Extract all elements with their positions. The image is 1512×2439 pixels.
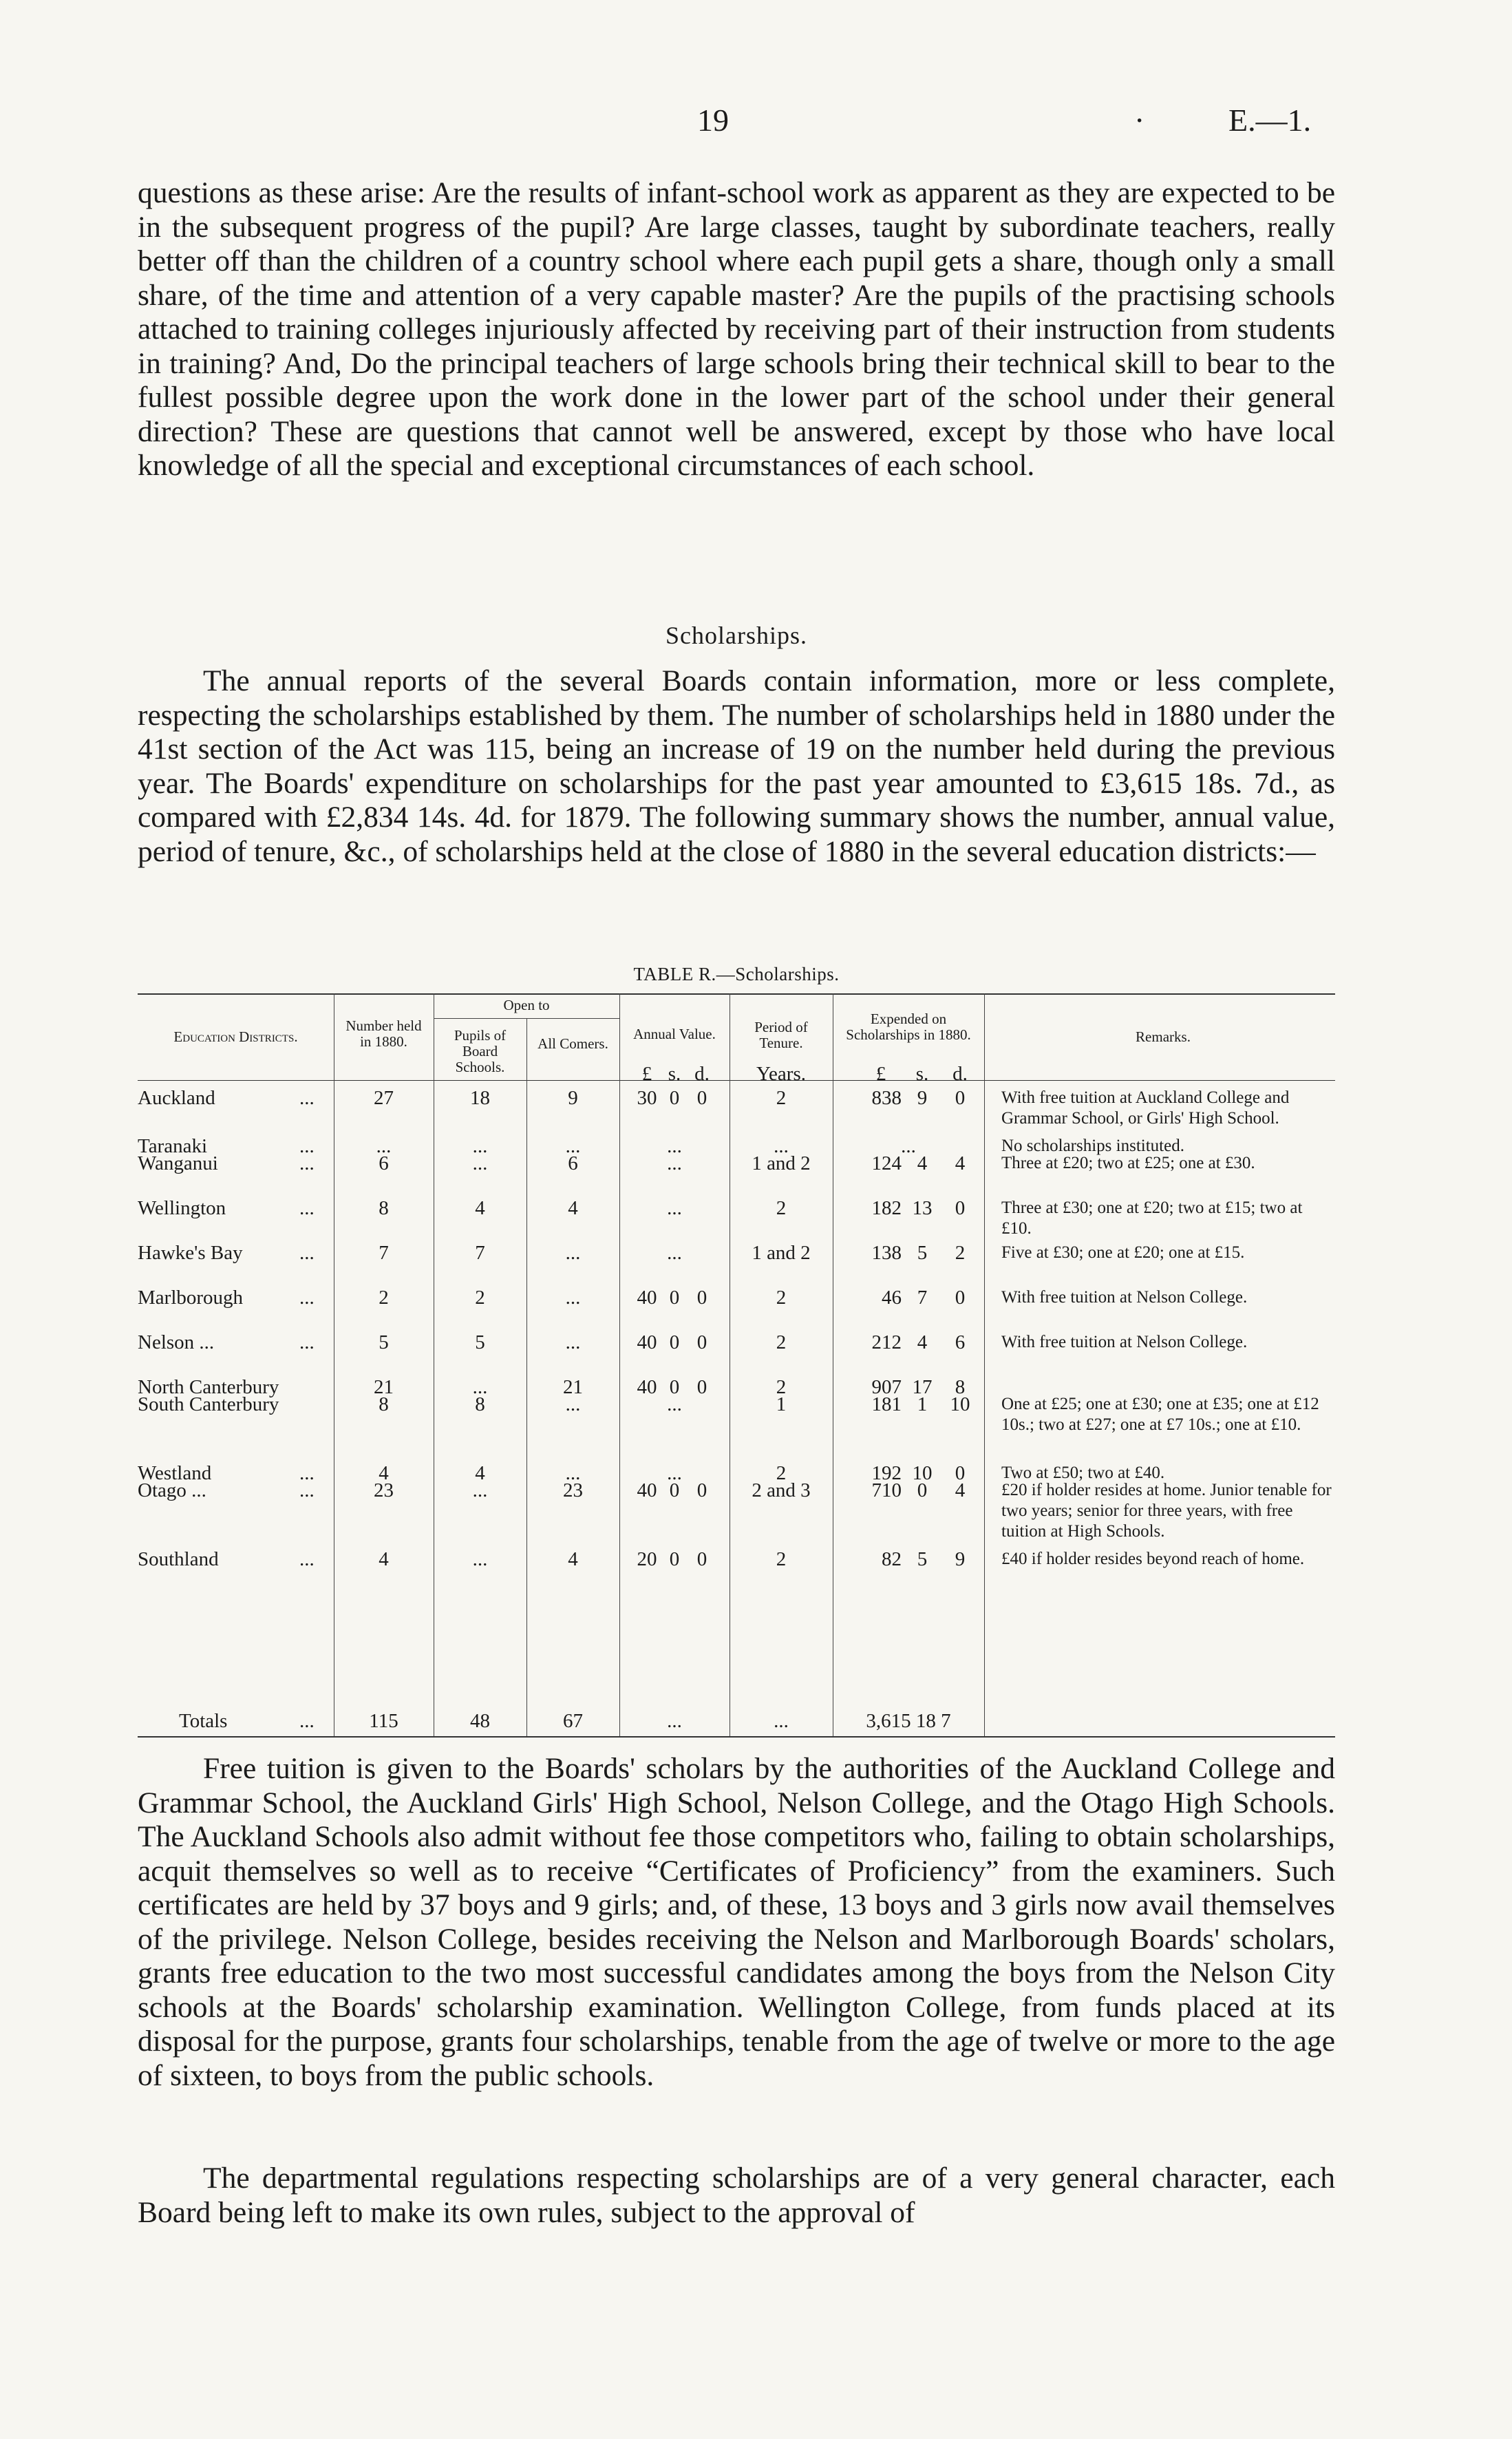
total-value: ... xyxy=(667,1710,682,1732)
annual-value-pence: 0 xyxy=(696,1331,707,1353)
open-to-all: ... xyxy=(565,1242,581,1264)
open-to-all: 21 xyxy=(563,1376,583,1398)
expended-pounds: 182 xyxy=(871,1197,902,1219)
expended-pounds: 907 xyxy=(871,1376,902,1398)
district-name: North Canterbury xyxy=(138,1376,279,1398)
open-to-all: ... xyxy=(565,1135,581,1157)
expended-pence: 6 xyxy=(955,1331,966,1353)
open-to-pupils: 18 xyxy=(470,1087,490,1109)
period-of-tenure: 2 xyxy=(776,1548,787,1570)
expended-shillings: 13 xyxy=(912,1197,933,1219)
remarks: No scholarships instituted. xyxy=(1001,1137,1184,1155)
period-of-tenure: 2 xyxy=(776,1287,787,1309)
period-of-tenure: 1 and 2 xyxy=(752,1242,811,1264)
column-divider xyxy=(619,993,620,1736)
annual-value-pounds: 40 xyxy=(637,1331,657,1353)
number-held: 4 xyxy=(379,1548,389,1570)
open-to-all: ... xyxy=(565,1462,581,1484)
annual-value: ... xyxy=(667,1197,682,1219)
expended-shillings: 0 xyxy=(917,1479,928,1501)
leader-dots: ... xyxy=(299,1331,315,1353)
number-held: 27 xyxy=(374,1087,394,1109)
total-period: ... xyxy=(774,1710,789,1732)
period-of-tenure: ... xyxy=(774,1135,789,1157)
header-pupils: Pupils of Board Schools. xyxy=(454,1027,507,1075)
remarks: Three at £30; one at £20; two at £15; two at £10. xyxy=(1001,1199,1303,1238)
remarks: Three at £20; two at £25; one at £30. xyxy=(1001,1154,1255,1172)
period-of-tenure: 2 xyxy=(776,1331,787,1353)
expended-shillings: 7 xyxy=(917,1287,928,1309)
remarks: With free tuition at Nelson College. xyxy=(1001,1288,1248,1307)
total-all: 67 xyxy=(563,1710,583,1732)
expended-shillings: 1 xyxy=(917,1393,928,1415)
number-held: 5 xyxy=(379,1331,389,1353)
open-to-pupils: ... xyxy=(472,1548,488,1570)
unit-shillings: s. xyxy=(668,1063,681,1085)
expended-shillings: 5 xyxy=(917,1548,928,1570)
open-to-pupils: ... xyxy=(472,1152,488,1174)
paragraph-regulations: The departmental regulations respecting scholarships are of a very general character, each Board being left to make its own rules, subject to the approval of xyxy=(138,2162,1335,2229)
district-name: Auckland xyxy=(138,1087,215,1109)
header-remarks: Remarks. xyxy=(1136,1028,1191,1045)
number-held: 7 xyxy=(379,1242,389,1264)
expended-pounds: 838 xyxy=(871,1087,902,1109)
remarks: £20 if holder resides at home. Junior tenable for two years; senior for three years, with free tuition at High Schools. xyxy=(1001,1481,1332,1541)
expended-pounds: 46 xyxy=(882,1287,902,1309)
expended-pounds: 82 xyxy=(882,1548,902,1570)
expended-shillings: 5 xyxy=(917,1242,928,1264)
open-to-all: 4 xyxy=(568,1548,578,1570)
district-name: Wellington xyxy=(138,1197,226,1219)
number-held: ... xyxy=(376,1135,392,1157)
expended-pence: 2 xyxy=(955,1242,966,1264)
totals-label: Totals xyxy=(179,1710,228,1732)
leader-dots: ... xyxy=(299,1710,315,1732)
open-to-all: ... xyxy=(565,1393,581,1415)
district-name: Otago ... xyxy=(138,1479,206,1501)
expended-shillings: 9 xyxy=(917,1087,928,1109)
district-name: South Canterbury xyxy=(138,1393,279,1415)
leader-dots: ... xyxy=(299,1152,315,1174)
annual-value-pounds: 20 xyxy=(637,1548,657,1570)
annual-value: ... xyxy=(667,1462,682,1484)
number-held: 8 xyxy=(379,1393,389,1415)
header-dot: · xyxy=(1134,103,1145,138)
expended-pounds: 124 xyxy=(871,1152,902,1174)
period-of-tenure: 2 and 3 xyxy=(752,1479,811,1501)
annual-value-pence: 0 xyxy=(696,1087,707,1109)
remarks: Two at £50; two at £40. xyxy=(1001,1464,1165,1482)
remarks: With free tuition at Nelson College. xyxy=(1001,1333,1248,1351)
leader-dots: ... xyxy=(299,1135,315,1157)
header-annual-value: Annual Value. xyxy=(633,1026,716,1042)
scholarships-table xyxy=(138,993,1335,1737)
expended-pence: 10 xyxy=(950,1393,970,1415)
table-title: TABLE R.—Scholarships. xyxy=(633,964,840,984)
open-to-pupils: ... xyxy=(472,1135,488,1157)
expended: ... xyxy=(901,1135,916,1157)
unit-pence: d. xyxy=(694,1063,710,1085)
paragraph-free-tuition: Free tuition is given to the Boards' scholars by the authorities of the Auckland College and Grammar School, the Auckland Girls' High School, Nelson College, and the Otago High Schools. The Auckland Schools also admit without fee those competitors who, failing to obtain scholarships, acquit themselves so well as to receive “Certificates of Proficiency” from the examiners. Such certificates are held by 37 boys and 9 girls; and, of these, 13 boys and 3 girls now avail themselves of the privilege. Nelson College, besides receiving the Nelson and Marlborough Boards' scholars, grants free education to the two most successful candidates among the boys from the Nelson City schools at the Boards' scholarship examination. Wellington College, from funds placed at its disposal for the purpose, grants four scholarships, tenable from the age of twelve or more to the age of sixteen, to boys from the public schools. xyxy=(138,1752,1335,2092)
district-name: Hawke's Bay xyxy=(138,1242,243,1264)
header-districts: Education Districts. xyxy=(173,1028,298,1045)
open-to-pupils: 8 xyxy=(475,1393,485,1415)
annual-value: ... xyxy=(667,1393,682,1415)
leader-dots: ... xyxy=(299,1242,315,1264)
expended-pence: 0 xyxy=(955,1287,966,1309)
annual-value-pence: 0 xyxy=(696,1287,707,1309)
number-held: 2 xyxy=(379,1287,389,1309)
header-open-to: Open to xyxy=(503,997,550,1013)
period-of-tenure: 2 xyxy=(776,1197,787,1219)
number-held: 8 xyxy=(379,1197,389,1219)
district-name: Marlborough xyxy=(138,1287,244,1309)
header-period: Period of Tenure. xyxy=(754,1019,808,1051)
remarks: One at £25; one at £30; one at £35; one at £12 10s.; two at £27; one at £7 10s.; one at £10. xyxy=(1001,1395,1319,1434)
expended-pence: 8 xyxy=(955,1376,966,1398)
annual-value-shillings: 0 xyxy=(669,1087,680,1109)
remarks: With free tuition at Auckland College and Grammar School, or Girls' High School. xyxy=(1001,1088,1290,1128)
period-of-tenure: 2 xyxy=(776,1376,787,1398)
expended-shillings: 4 xyxy=(917,1152,928,1174)
column-divider xyxy=(984,993,985,1736)
expended-pence: 0 xyxy=(955,1197,966,1219)
leader-dots: ... xyxy=(299,1479,315,1501)
open-to-pupils: 5 xyxy=(475,1331,485,1353)
annual-value-pence: 0 xyxy=(696,1548,707,1570)
open-to-pupils: ... xyxy=(472,1479,488,1501)
header-expended: Expended on Scholarships in 1880. xyxy=(846,1011,971,1043)
paragraph-questions: questions as these arise: Are the results of infant-school work as apparent as they are expected to be in the subsequent progress of the pupil? Are large classes, taught by subordinate teachers, really better off than the children of a country school where each pupil gets a share, though only a small share, of the time and attention of a very capable master? Are the pupils of the practising schools attached to training colleges injuriously affected by receiving part of their instruction from students in training? And, Do the principal teachers of large schools bring their technical skill to bear to the fullest possible degree upon the work done in the lower part of the school under their general direction? These are questions that cannot well be answered, except by those who have local knowledge of all the special and exceptional circumstances of each school. xyxy=(138,176,1335,482)
expended-pence: 0 xyxy=(955,1462,966,1484)
district-name: Westland xyxy=(138,1462,212,1484)
expended-shillings: 4 xyxy=(917,1331,928,1353)
table-top-rule xyxy=(138,993,1335,995)
period-of-tenure: 1 xyxy=(776,1393,787,1415)
leader-dots: ... xyxy=(299,1197,315,1219)
period-of-tenure: 2 xyxy=(776,1087,787,1109)
annual-value-pounds: 40 xyxy=(637,1479,657,1501)
unit-shillings: s. xyxy=(915,1063,929,1085)
annual-value-shillings: 0 xyxy=(669,1376,680,1398)
annual-value: ... xyxy=(667,1135,682,1157)
expended-pence: 4 xyxy=(955,1479,966,1501)
leader-dots: ... xyxy=(299,1548,315,1570)
leader-dots: ... xyxy=(299,1287,315,1309)
header-all-comers: All Comers. xyxy=(537,1035,608,1052)
leader-dots: ... xyxy=(299,1087,315,1109)
expended-shillings: 17 xyxy=(912,1376,933,1398)
open-to-all: 23 xyxy=(563,1479,583,1501)
expended-pounds: 710 xyxy=(871,1479,902,1501)
district-name: Southland xyxy=(138,1548,219,1570)
expended-pounds: 212 xyxy=(871,1331,902,1353)
section-title: Scholarships. xyxy=(666,622,807,649)
open-to-pupils: 4 xyxy=(475,1462,485,1484)
annual-value-pounds: 40 xyxy=(637,1376,657,1398)
annual-value-shillings: 0 xyxy=(669,1548,680,1570)
paragraph-scholarships-intro: The annual reports of the several Boards contain information, more or less complete, respecting the scholarships established by them. The number of scholarships held in 1880 under the 41st section of the Act was 115, being an increase of 19 on the number held during the previous year. The Boards' expenditure on scholarships for the past year amounted to £3,615 18s. 7d., as compared with £2,834 14s. 4d. for 1879. The following summary shows the number, annual value, period of tenure, &c., of scholarships held at the close of 1880 in the several education districts:— xyxy=(138,664,1335,868)
open-to-pupils: ... xyxy=(472,1376,488,1398)
expended-pounds: 192 xyxy=(871,1462,902,1484)
total-pupils: 48 xyxy=(470,1710,490,1732)
annual-value-shillings: 0 xyxy=(669,1331,680,1353)
annual-value-pence: 0 xyxy=(696,1479,707,1501)
remarks: £40 if holder resides beyond reach of home. xyxy=(1001,1550,1305,1568)
expended-pence: 0 xyxy=(955,1087,966,1109)
page-header xyxy=(138,102,1335,143)
total-expended: 3,615 18 7 xyxy=(866,1710,951,1732)
expended-pence: 4 xyxy=(955,1152,966,1174)
annual-value-pounds: 30 xyxy=(637,1087,657,1109)
open-to-pupils: 2 xyxy=(475,1287,485,1309)
annual-value: ... xyxy=(667,1242,682,1264)
expended-shillings: 10 xyxy=(912,1462,933,1484)
open-to-all: 6 xyxy=(568,1152,578,1174)
period-of-tenure: 2 xyxy=(776,1462,787,1484)
open-to-pupils: 4 xyxy=(475,1197,485,1219)
open-to-all: ... xyxy=(565,1287,581,1309)
open-to-pupils: 7 xyxy=(475,1242,485,1264)
open-to-all: 4 xyxy=(568,1197,578,1219)
header-number: Number held in 1880. xyxy=(345,1017,422,1050)
period-of-tenure: 1 and 2 xyxy=(752,1152,811,1174)
district-name: Wanganui xyxy=(138,1152,218,1174)
page-number: 19 xyxy=(697,103,729,138)
district-name: Taranaki xyxy=(138,1135,208,1157)
number-held: 4 xyxy=(379,1462,389,1484)
district-name: Nelson ... xyxy=(138,1331,215,1353)
annual-value-shillings: 0 xyxy=(669,1479,680,1501)
total-number: 115 xyxy=(369,1710,398,1732)
table-bottom-rule xyxy=(138,1736,1335,1738)
expended-pounds: 138 xyxy=(871,1242,902,1264)
annual-value-pence: 0 xyxy=(696,1376,707,1398)
open-to-all: 9 xyxy=(568,1087,578,1109)
annual-value-pounds: 40 xyxy=(637,1287,657,1309)
annual-value: ... xyxy=(667,1152,682,1174)
remarks: Five at £30; one at £20; one at £15. xyxy=(1001,1243,1245,1262)
number-held: 21 xyxy=(374,1376,394,1398)
expended-pence: 9 xyxy=(955,1548,966,1570)
leader-dots: ... xyxy=(299,1462,315,1484)
expended-pounds: 181 xyxy=(871,1393,902,1415)
number-held: 23 xyxy=(374,1479,394,1501)
open-to-all: ... xyxy=(565,1331,581,1353)
annual-value-shillings: 0 xyxy=(669,1287,680,1309)
number-held: 6 xyxy=(379,1152,389,1174)
unit-pounds: £ xyxy=(875,1063,886,1085)
unit-pence: d. xyxy=(952,1063,968,1085)
unit-years: Years. xyxy=(756,1063,806,1085)
unit-pounds: £ xyxy=(641,1063,652,1085)
document-reference: E.—1. xyxy=(1228,103,1312,138)
